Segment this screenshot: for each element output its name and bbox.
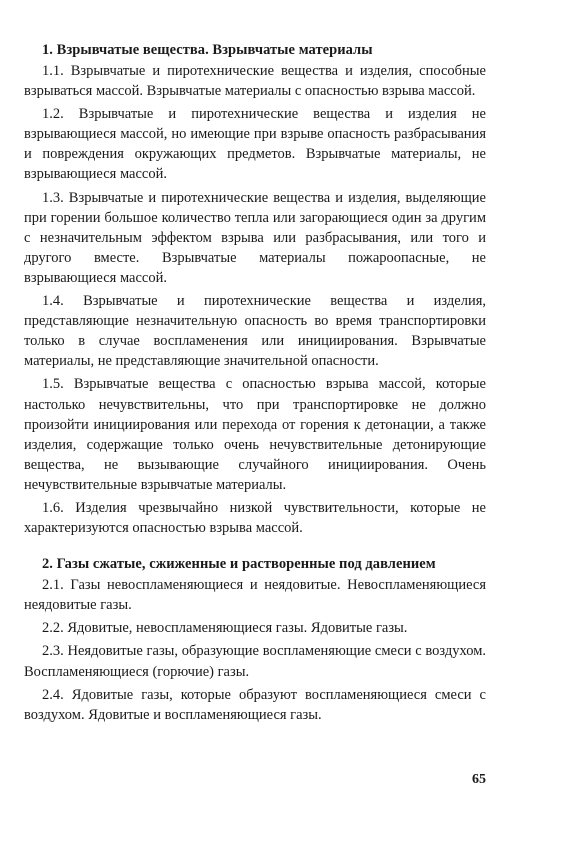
paragraph-1-5: 1.5. Взрывчатые вещества с опасностью взрыва массой, которые настолько нечувствительны, что при транспортировке не должно произойти инициирования или перехода от горения к детонации, а также изделия, содержащие только очень нечувствительные детонирующие вещества, не вызывающие случайного инициирования. Очень нечувствительные взрывчатые материалы. xyxy=(24,376,486,493)
paragraph-2-1: 2.1. Газы невоспламеняющиеся и неядовитые. Невоспламеняющиеся неядовитые газы. xyxy=(24,577,486,614)
paragraph-1-1: 1.1. Взрывчатые и пиротехнические вещества и изделия, способные взрываться массой. Взрывчатые материалы с опасностью взрыва массой. xyxy=(24,63,486,100)
paragraph-1-6: 1.6. Изделия чрезвычайно низкой чувствительности, которые не характеризуются опасностью взрыва массой. xyxy=(24,499,486,537)
section-explosives xyxy=(24,40,486,538)
section-heading: 1. Взрывчатые вещества. Взрывчатые материалы xyxy=(42,42,373,58)
paragraph-1-4: 1.4. Взрывчатые и пиротехнические вещества и изделия, представляющие незначительную опасность во время транспортировки только в случае воспламенения или инициирования. Взрывчатые материалы, не представляющие значительной опасности. xyxy=(24,293,486,370)
page-number: 65 xyxy=(472,772,486,787)
paragraph-1-2: 1.2. Взрывчатые и пиротехнические вещества и изделия не взрывающиеся массой, но имеющие при взрыве опасность разбрасывания и повреждения окружающих предметов. Взрывчатые материалы, не взрывающиеся массой. xyxy=(24,106,486,183)
section-heading: 2. Газы сжатые, сжиженные и растворенные под давлением xyxy=(42,556,436,573)
paragraph-2-4: 2.4. Ядовитые газы, которые образуют воспламеняющиеся смеси с воздухом. Ядовитые и воспламеняющиеся газы. xyxy=(24,686,486,723)
paragraph-1-3: 1.3. Взрывчатые и пиротехнические вещества и изделия, выделяющие при горении большое количество тепла или загорающиеся один за другим с незначительным эффектом взрыва или разбрасывания, или того и другого вместе. Взрывчатые материалы пожароопасные, не взрывающиеся массой. xyxy=(24,189,486,286)
section-gases xyxy=(24,554,486,725)
document-page xyxy=(24,40,486,728)
paragraph-2-2: 2.2. Ядовитые, невоспламеняющиеся газы. Ядовитые газы. xyxy=(42,620,408,637)
paragraph-2-3: 2.3. Неядовитые газы, образующие воспламеняющие смеси с воздухом. Воспламеняющиеся (горючие) газы. xyxy=(24,643,486,680)
